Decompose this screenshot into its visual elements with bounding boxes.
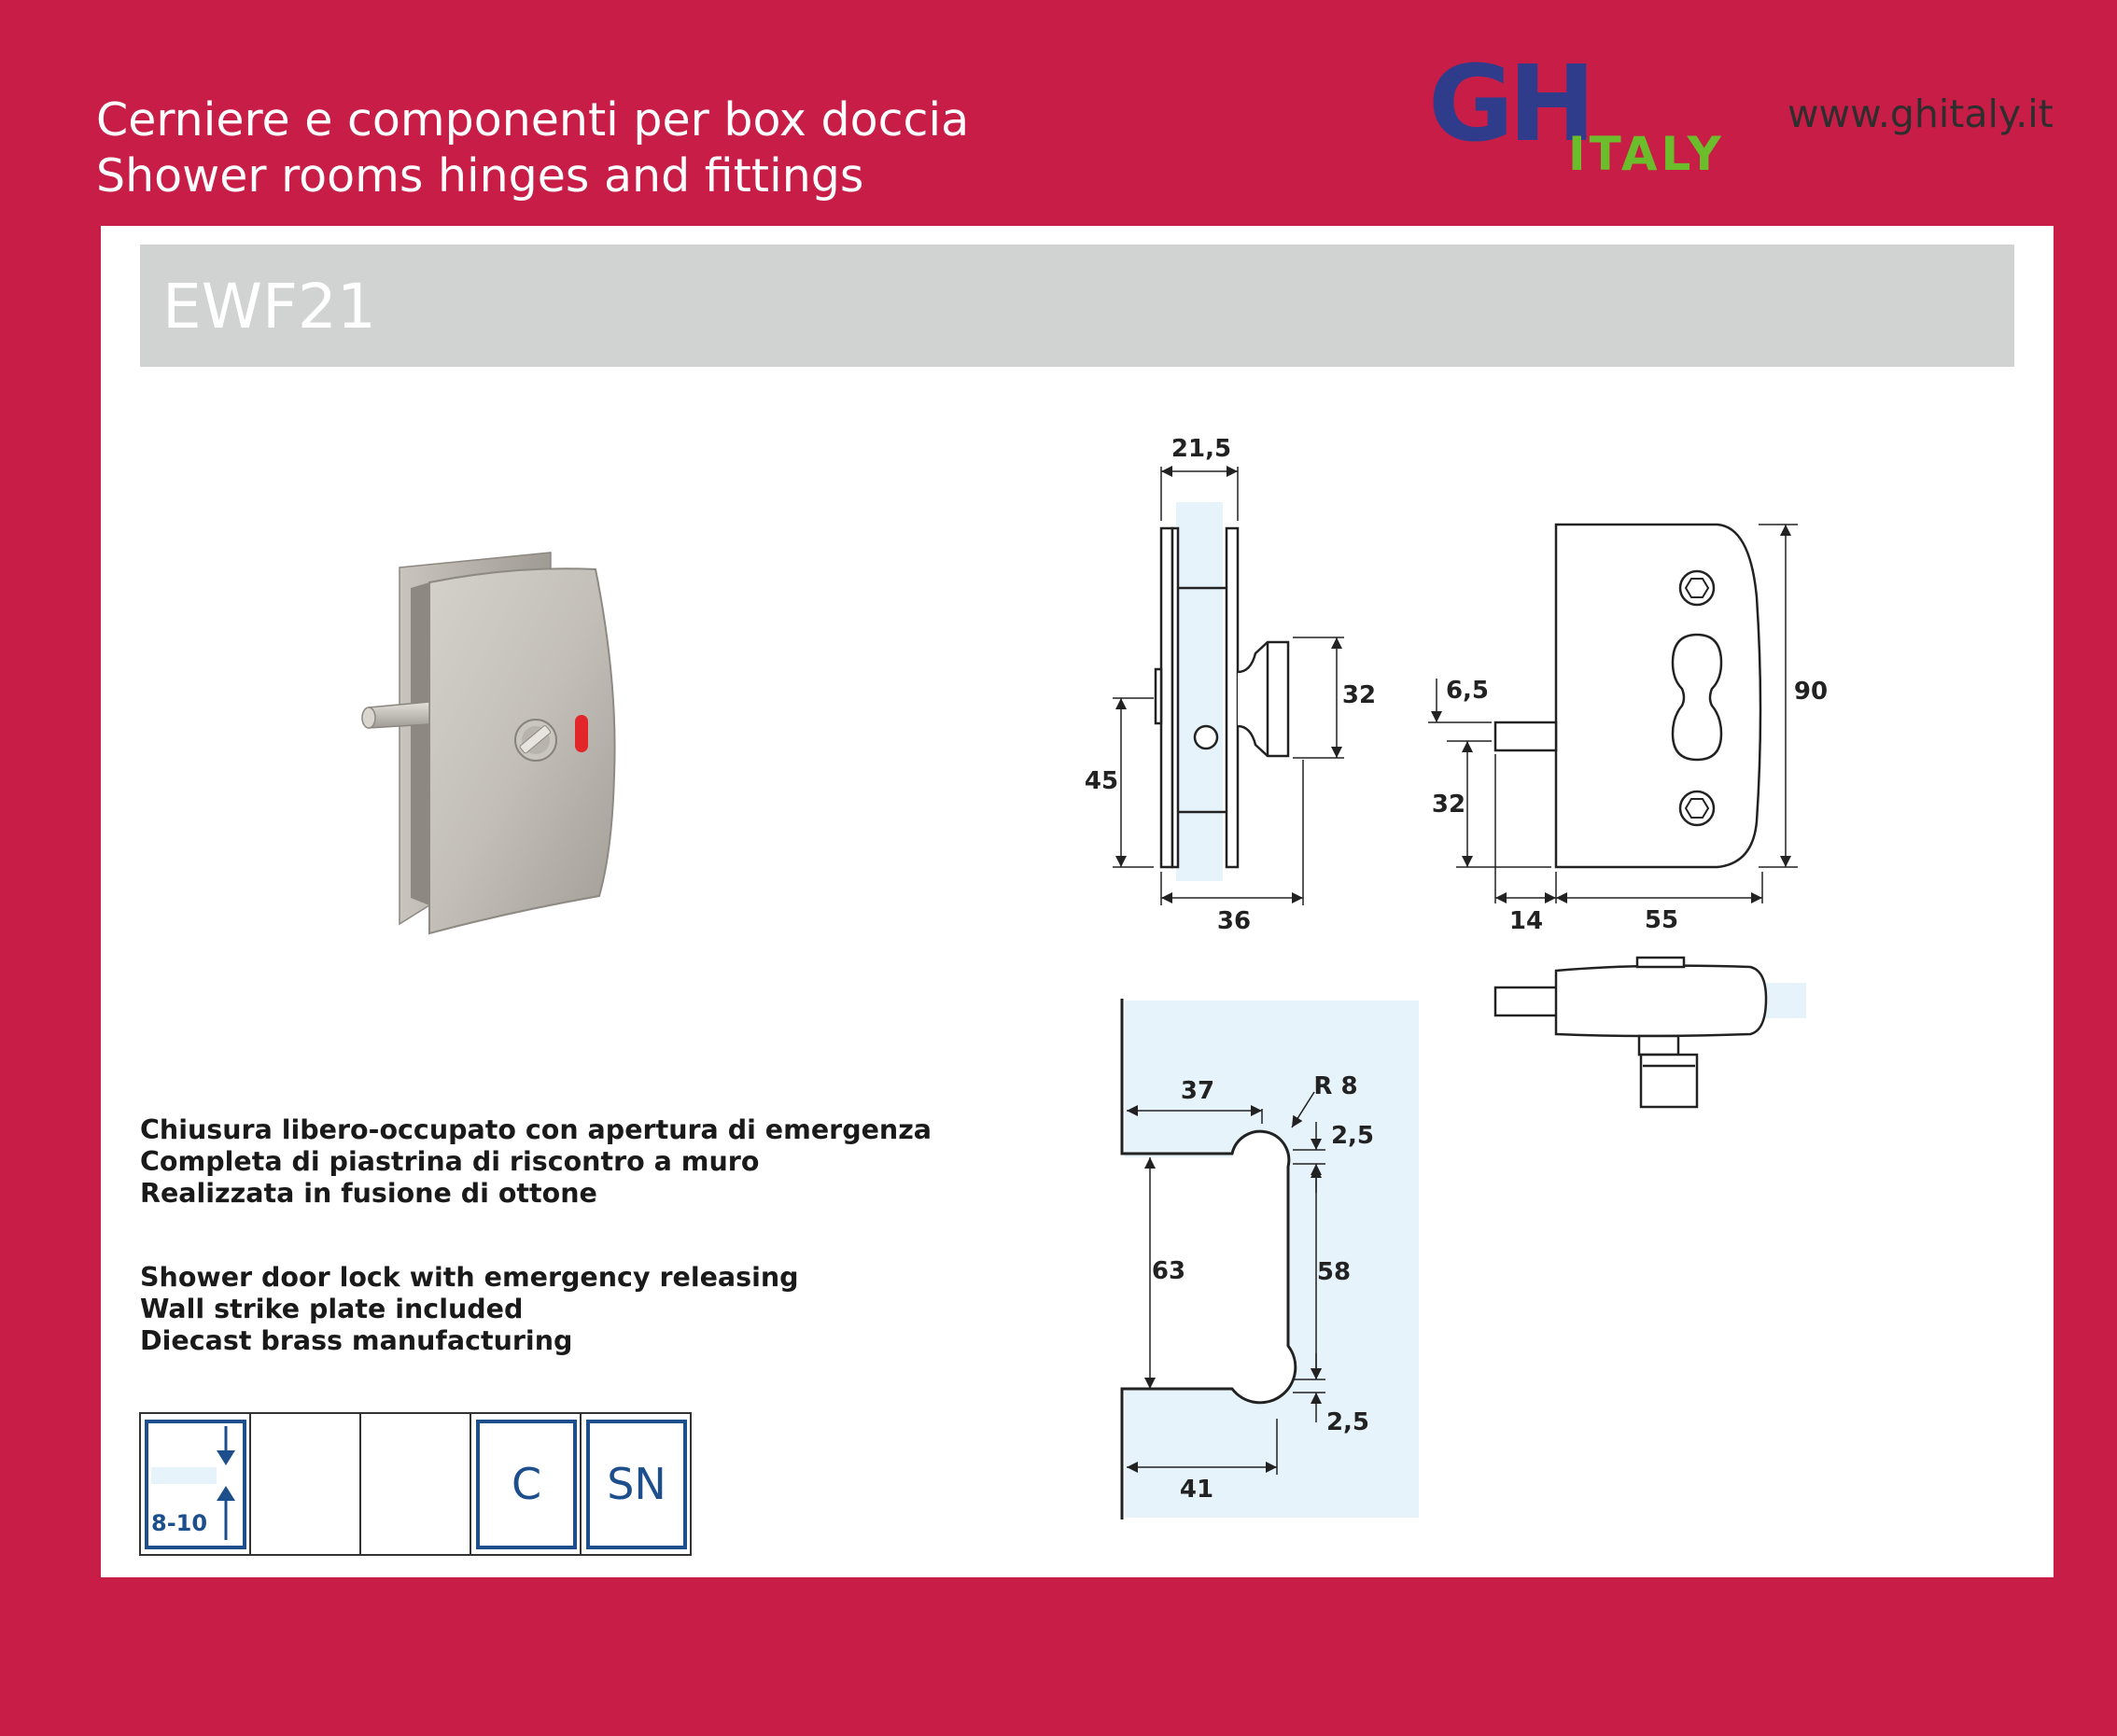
description-line: Chiusura libero-occupato con apertura di emergenza [140, 1114, 932, 1145]
description-italian [140, 1114, 932, 1210]
finish-chrome-label: C [511, 1459, 542, 1509]
header-title-en: Shower rooms hinges and fittings [96, 149, 864, 203]
gh-italy-logo [1428, 54, 1764, 175]
dim-front-height: 90 [1793, 678, 1829, 706]
logo-gh: GH [1428, 54, 1591, 165]
dim-side-bottom: 45 [1084, 767, 1119, 795]
dim-strike-bottom-width: 41 [1179, 1476, 1214, 1504]
dim-side-width-bottom: 36 [1216, 907, 1252, 935]
dim-strike-radius: R 8 [1313, 1072, 1358, 1100]
front-view-drawing [1495, 525, 1760, 867]
header-title-it: Cerniere e componenti per box doccia [96, 93, 970, 147]
dim-front-offset-bottom: 32 [1431, 791, 1466, 819]
logo-italy: ITALY [1568, 127, 1725, 175]
dim-strike-inner-height: 58 [1316, 1258, 1352, 1286]
website-link[interactable]: www.ghitaly.it [1788, 91, 2054, 136]
dim-strike-gap-top: 2,5 [1330, 1122, 1375, 1150]
dim-front-offset-top: 6,5 [1445, 677, 1490, 705]
description-line: Wall strike plate included [140, 1294, 524, 1324]
description-line: Shower door lock with emergency releasing [140, 1262, 799, 1293]
finish-satin-nickel-icon [588, 1421, 685, 1547]
glass-thickness-icon [147, 1421, 245, 1547]
dim-side-width-top: 21,5 [1171, 435, 1232, 463]
finish-chrome-icon [478, 1421, 575, 1547]
product-title-bar [140, 245, 2014, 367]
dim-front-width: 55 [1644, 906, 1679, 934]
top-view-drawing [1495, 958, 1806, 1107]
product-code: EWF21 [162, 271, 376, 343]
description-line: Realizzata in fusione di ottone [140, 1178, 597, 1209]
side-view-drawing [1156, 502, 1288, 881]
feature-icon-strip [138, 1411, 694, 1559]
description-line: Diecast brass manufacturing [140, 1325, 573, 1356]
dim-strike-outer-height: 63 [1151, 1257, 1186, 1285]
dim-strike-top-width: 37 [1180, 1077, 1215, 1105]
finish-satin-nickel-label: SN [607, 1459, 666, 1509]
description-english [140, 1262, 799, 1357]
dim-strike-gap-bottom: 2,5 [1325, 1408, 1370, 1436]
description-line: Completa di piastrina di riscontro a muro [140, 1146, 760, 1177]
product-photo [355, 541, 635, 952]
dim-front-pin: 14 [1508, 907, 1544, 935]
technical-drawings [1027, 411, 2054, 1531]
glass-thickness-label: 8-10 [151, 1510, 208, 1536]
dim-side-knob: 32 [1341, 681, 1377, 709]
